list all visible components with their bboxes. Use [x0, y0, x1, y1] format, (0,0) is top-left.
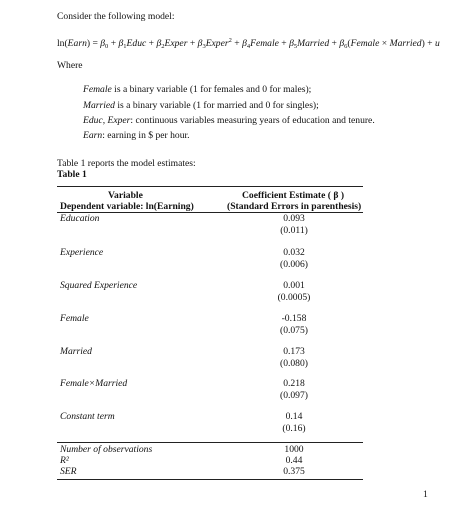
footer-value: 0.375 [283, 466, 305, 477]
header-standard-errors: (Standard Errors in parenthesis) [227, 201, 362, 212]
definition-female: Female is a binary variable (1 for females and 0 for males); [83, 84, 312, 95]
footer-value: 0.44 [285, 455, 303, 466]
table-bottom-rule [57, 479, 363, 480]
where-label: Where [57, 60, 83, 71]
row-label: Female×Married [60, 378, 128, 389]
row-se: (0.006) [280, 259, 308, 270]
row-se: (0.097) [280, 390, 308, 401]
row-estimate: 0.14 [285, 411, 303, 422]
model-equation: ln(Earn) = $\beta_0$ + $\beta_1Educ$ + $\beta_2Exper$ + $\beta_3Exper^2$ + $\beta_4Female$ + $\beta_5Married$ + $\beta_6(Female$ × Married) + u [57, 37, 440, 50]
row-label: Education [60, 213, 100, 224]
row-se: (0.16) [282, 423, 306, 434]
row-estimate: -0.158 [281, 313, 307, 324]
footer-label: Number of observations [60, 444, 153, 455]
row-estimate: 0.218 [283, 378, 305, 389]
definition-earn: Earn: earning in $ per hour. [83, 130, 190, 141]
footer-value: 1000 [284, 444, 304, 455]
intro-text: Consider the following model: [57, 11, 175, 22]
page-number: 1 [423, 489, 428, 500]
row-label: Married [60, 346, 92, 357]
definition-married: Married is a binary variable (1 for married and 0 for singles); [83, 100, 319, 111]
row-label: Constant term [60, 411, 115, 422]
table-intro: Table 1 reports the model estimates: [57, 158, 196, 169]
row-se: (0.075) [280, 325, 308, 336]
table-title: Table 1 [57, 169, 87, 180]
row-estimate: 0.001 [283, 280, 305, 291]
row-label: Squared Experience [60, 280, 138, 291]
definition-educ-exper: Educ, Exper: continuous variables measuring years of education and tenure. [83, 115, 375, 126]
header-variable: Variable [108, 190, 143, 201]
footer-rule [57, 442, 363, 443]
row-estimate: 0.093 [283, 213, 305, 224]
header-dependent: Dependent variable: ln(Earning) [60, 201, 194, 212]
row-se: (0.011) [280, 225, 308, 236]
row-estimate: 0.032 [283, 247, 305, 258]
row-se: (0.080) [280, 358, 308, 369]
header-coefficient: Coefficient Estimate ( β ) [242, 190, 345, 201]
row-se: (0.0005) [277, 292, 311, 303]
row-estimate: 0.173 [283, 346, 305, 357]
table-top-rule [57, 186, 363, 187]
row-label: Experience [60, 247, 104, 258]
footer-label: R² [60, 455, 69, 466]
row-label: Female [60, 313, 89, 324]
footer-label: SER [60, 466, 77, 477]
